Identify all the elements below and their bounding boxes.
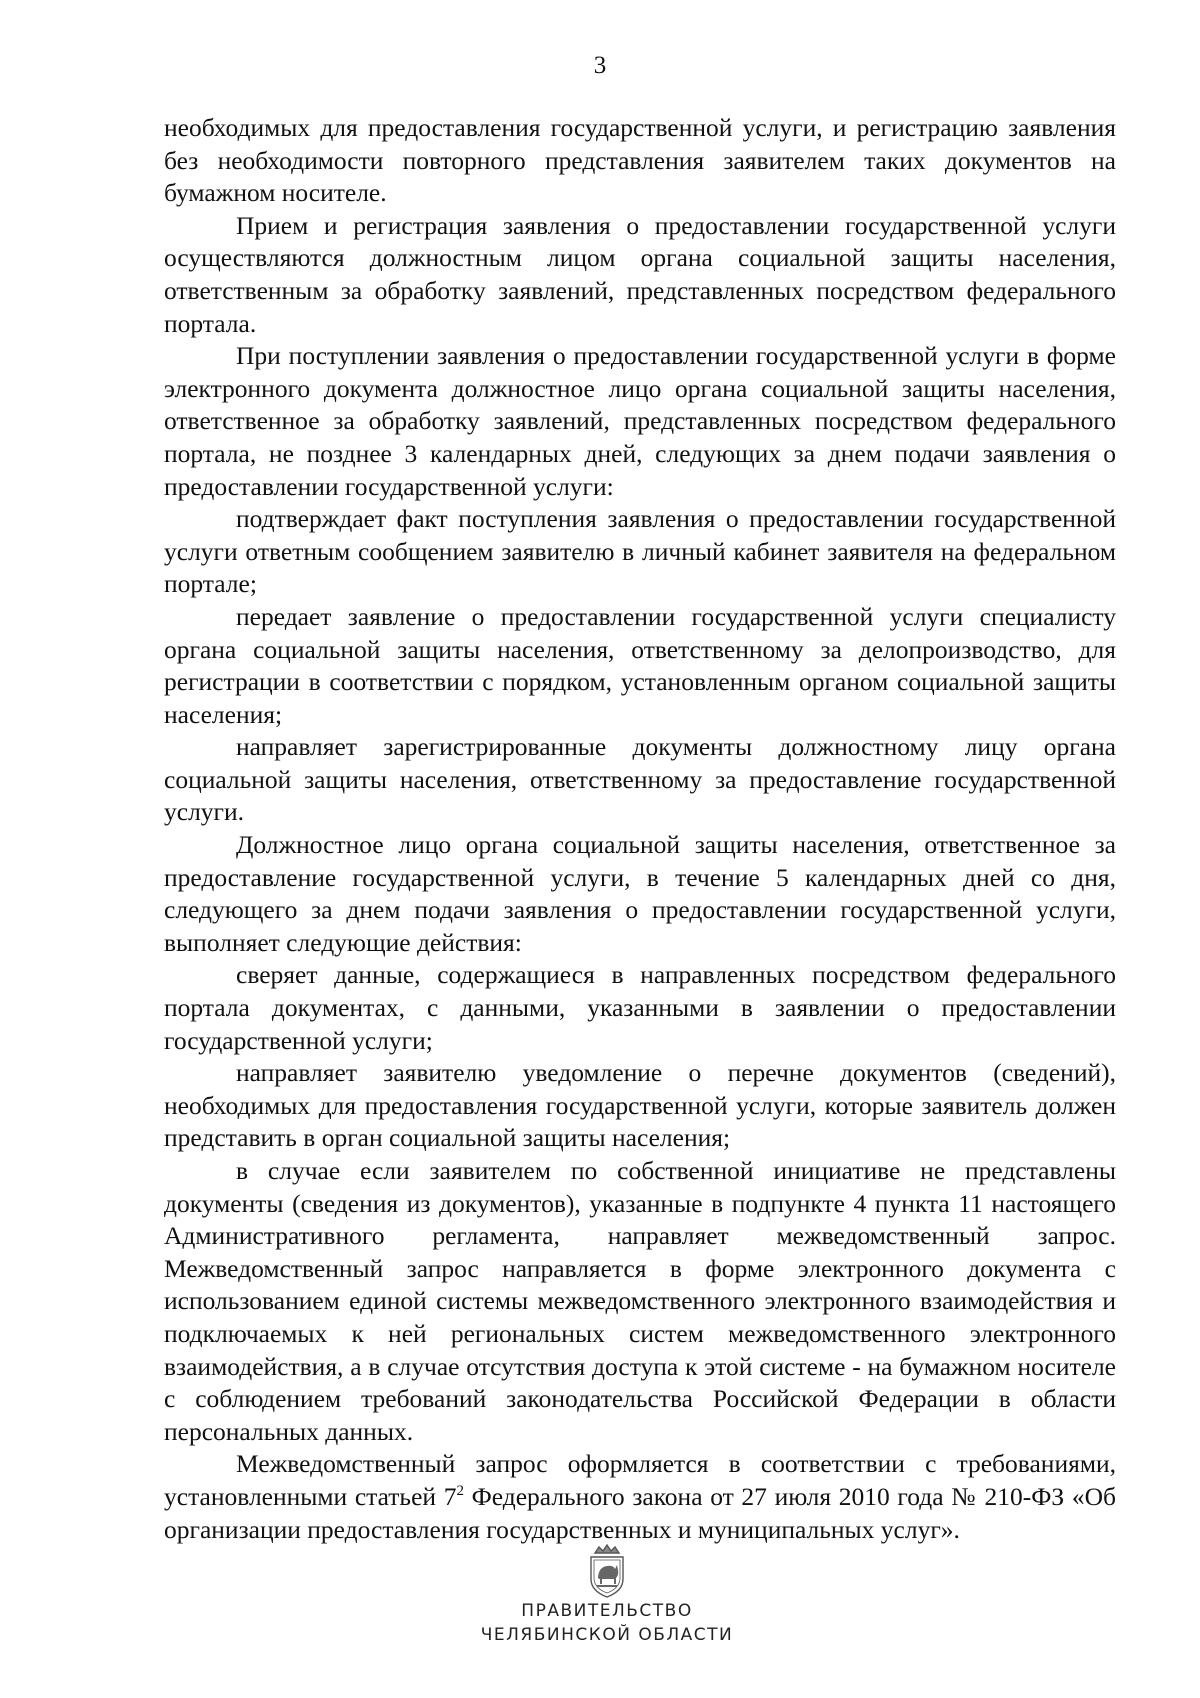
list-item-confirms: подтверждает факт поступления заявления о предоставлении государственной услуги ответным сообщением заявителю в личный кабинет заявителя на федеральном портале; xyxy=(164,504,1116,599)
paragraph-official-actions: Должностное лицо органа социальной защиты населения, ответственное за предоставление государственной услуги, в течение 5 календарных дней со дня, следующего за днем подачи заявления о предоставлении государственной услуги, выполняет следующие действия: xyxy=(164,830,1116,957)
chelyabinsk-coat-of-arms-icon xyxy=(585,1543,629,1599)
paragraph-request-formatting xyxy=(164,1448,1116,1546)
page-number: 3 xyxy=(593,52,607,79)
document-body xyxy=(164,112,1116,1546)
request-text-part2: Федерального закона от 27 июля 2010 года № 210-ФЗ «Об организации предоставления государственных и муниципальных услуг». xyxy=(164,1481,1116,1544)
paragraph-reception-registration: Прием и регистрация заявления о предоставлении государственной услуги осуществляются должностным лицом органа социальной защиты населения, ответственным за обработку заявлений, представленных посредством федерального портала. xyxy=(164,210,1116,338)
list-item-interagency-request: в случае если заявителем по собственной инициативе не представлены документы (сведения из документов), указанные в подпункте 4 пункта 11 настоящего Административного регламента, направляет межведомственный запрос. Межведомственный запрос направляется в форме электронного документа с использованием единой системы межведомственного электронного взаимодействия и подключаемых к ней региональных систем межведомственного электронного взаимодействия, а в случае отсутствия доступа к этой системе - на бумажном носителе с соблюдением требований законодательства Российской Федерации в области персональных данных. xyxy=(164,1156,1116,1446)
list-item-transfers: передает заявление о предоставлении государственной услуги специалисту органа социальной защиты населения, ответственному за делопроизводство, для регистрации в соответствии с порядком, установленным органом социальной защиты населения; xyxy=(164,601,1116,729)
list-item-sends-documents: направляет зарегистрированные документы должностному лицу органа социальной защиты населения, ответственному за предоставление государственной услуги. xyxy=(164,732,1116,827)
footer-org-name-line1: ПРАВИТЕЛЬСТВО xyxy=(521,1601,693,1621)
list-item-verifies: сверяет данные, содержащиеся в направленных посредством федерального портала документах, с данными, указанными в заявлении о предоставлении государственной услуги; xyxy=(164,960,1116,1055)
list-item-notification: направляет заявителю уведомление о перечне документов (сведений), необходимых для предоставления государственной услуги, которые заявитель должен представить в орган социальной защиты населения; xyxy=(164,1058,1116,1153)
footer-org-name-line2: ЧЕЛЯБИНСКОЙ ОБЛАСТИ xyxy=(480,1625,734,1645)
paragraph-upon-receipt: При поступлении заявления о предоставлении государственной услуги в форме электронного документа должностное лицо органа социальной защиты населения, ответственное за обработку заявлений, представленных посредством федерального портала, не позднее 3 календарных дней, следующих за днем подачи заявления о предоставлении государственной услуги: xyxy=(164,341,1116,501)
article-superscript: 2 xyxy=(456,1482,464,1499)
request-text-part1: Межведомственный запрос оформляется в соответствии с требованиями, установленными статьей 7 xyxy=(164,1449,1116,1511)
paragraph-continuation: необходимых для предоставления государственной услуги, и регистрацию заявления без необходимости повторного представления заявителем таких документов на бумажном носителе. xyxy=(164,113,1116,208)
